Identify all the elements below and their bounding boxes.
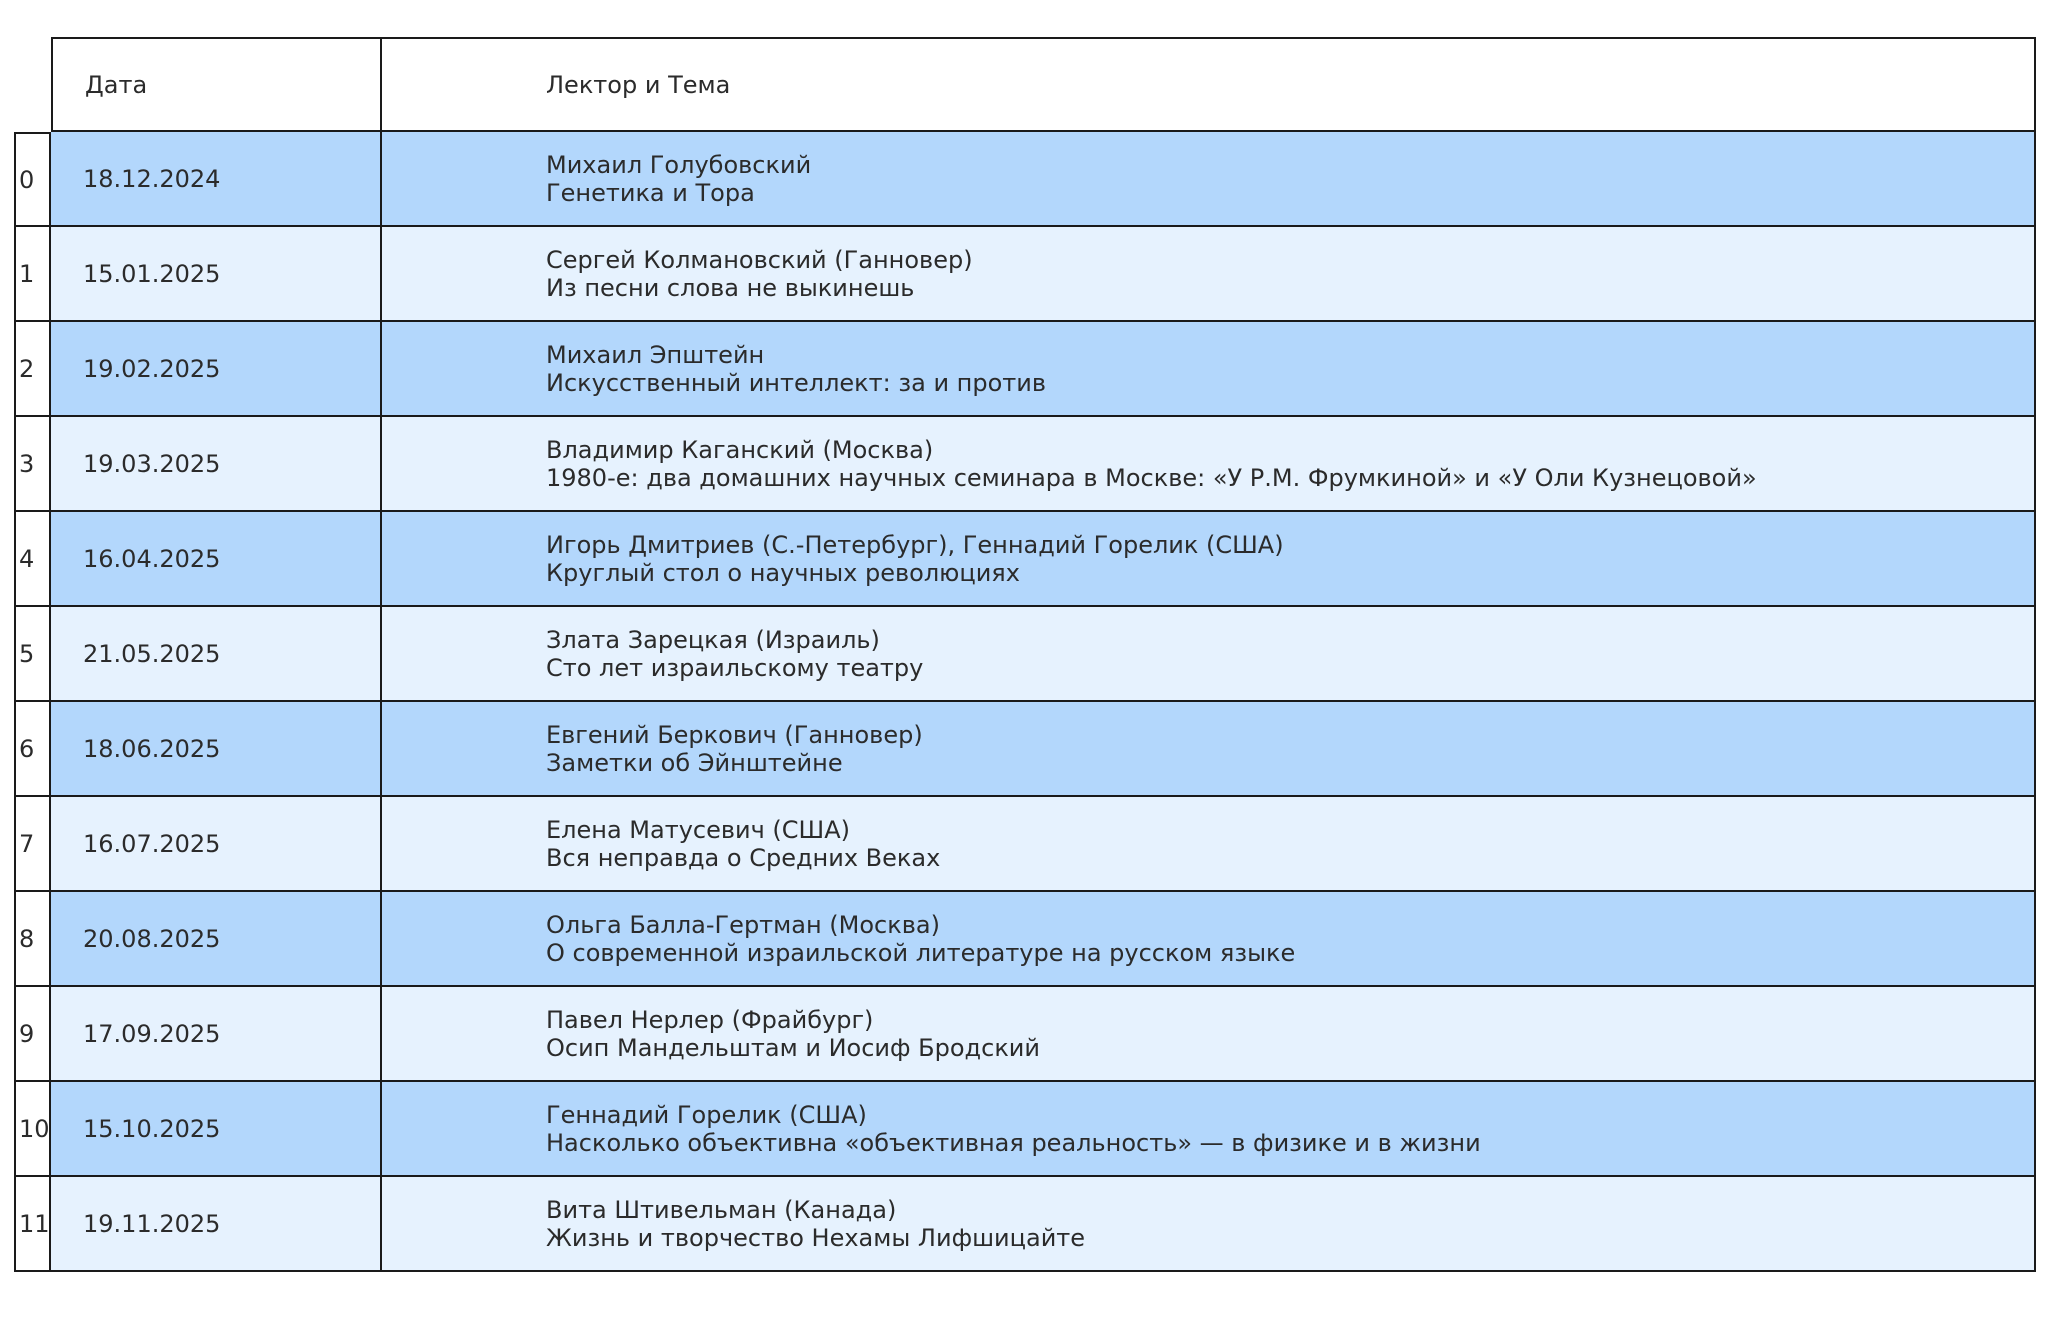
row-index: 1 [19, 259, 35, 288]
row-speaker: Михаил Голубовский [546, 150, 812, 179]
row-topic-cell [382, 702, 2036, 797]
row-index-cell [14, 417, 51, 512]
header-topic-cell [382, 37, 2036, 132]
row-title: Искусственный интеллект: за и против [546, 368, 1047, 397]
lecture-schedule-table [14, 37, 2036, 1272]
row-date-cell [51, 607, 382, 702]
table-row [14, 607, 2036, 702]
row-topic-cell [382, 797, 2036, 892]
row-date-cell [51, 797, 382, 892]
row-speaker: Сергей Колмановский (Ганновер) [546, 245, 973, 274]
row-date: 17.09.2025 [83, 1019, 221, 1048]
row-date-cell [51, 702, 382, 797]
row-title: Генетика и Тора [546, 178, 755, 207]
row-date: 16.07.2025 [83, 829, 221, 858]
row-date: 16.04.2025 [83, 544, 221, 573]
row-index: 9 [19, 1019, 35, 1048]
row-index-cell [14, 132, 51, 227]
row-topic-cell [382, 892, 2036, 987]
table-row [14, 702, 2036, 797]
header-index-cell [14, 37, 51, 132]
table-body [14, 132, 2036, 1272]
row-topic-cell [382, 132, 2036, 227]
row-title: 1980-е: два домашних научных семинара в Москве: «У Р.М. Фрумкиной» и «У Оли Кузнецовой» [546, 463, 1757, 492]
row-index: 0 [19, 165, 35, 194]
row-date: 18.12.2024 [83, 164, 221, 193]
row-index-cell [14, 322, 51, 417]
row-index-cell [14, 227, 51, 322]
row-topic-cell [382, 987, 2036, 1082]
row-index-cell [14, 892, 51, 987]
row-title: Осип Мандельштам и Иосиф Бродский [546, 1033, 1041, 1062]
row-topic-cell [382, 607, 2036, 702]
row-topic-cell [382, 417, 2036, 512]
row-date: 21.05.2025 [83, 639, 221, 668]
row-title: Заметки об Эйнштейне [546, 748, 843, 777]
row-date: 18.06.2025 [83, 734, 221, 763]
row-index: 11 [19, 1209, 50, 1238]
table-row [14, 987, 2036, 1082]
row-topic-cell [382, 1082, 2036, 1177]
row-speaker: Павел Нерлер (Фрайбург) [546, 1005, 874, 1034]
row-title: О современной израильской литературе на русском языке [546, 938, 1296, 967]
row-date: 15.01.2025 [83, 259, 221, 288]
row-date-cell [51, 892, 382, 987]
row-date-cell [51, 987, 382, 1082]
row-title: Из песни слова не выкинешь [546, 273, 915, 302]
row-title: Вся неправда о Средних Веках [546, 843, 941, 872]
row-date: 15.10.2025 [83, 1114, 221, 1143]
row-date: 19.02.2025 [83, 354, 221, 383]
row-date-cell [51, 322, 382, 417]
row-index: 8 [19, 924, 35, 953]
row-speaker: Игорь Дмитриев (С.-Петербург), Геннадий Горелик (США) [546, 530, 1284, 559]
row-date-cell [51, 132, 382, 227]
row-index-cell [14, 607, 51, 702]
row-date-cell [51, 227, 382, 322]
row-index-cell [14, 987, 51, 1082]
row-index: 3 [19, 449, 35, 478]
row-index: 5 [19, 639, 35, 668]
row-speaker: Геннадий Горелик (США) [546, 1100, 867, 1129]
table-row [14, 1177, 2036, 1272]
header-topic-label: Лектор и Тема [546, 70, 731, 99]
table-row [14, 797, 2036, 892]
row-topic-cell [382, 227, 2036, 322]
row-speaker: Елена Матусевич (США) [546, 815, 850, 844]
row-title: Жизнь и творчество Нехамы Лифшицайте [546, 1223, 1086, 1252]
header-date-cell [51, 37, 382, 132]
table-row [14, 417, 2036, 512]
row-date: 20.08.2025 [83, 924, 221, 953]
row-date-cell [51, 417, 382, 512]
table-header-row [14, 37, 2036, 132]
row-date: 19.03.2025 [83, 449, 221, 478]
table-row [14, 132, 2036, 227]
row-index: 4 [19, 544, 35, 573]
row-title: Круглый стол о научных революциях [546, 558, 1020, 587]
row-index: 2 [19, 354, 35, 383]
row-topic-cell [382, 1177, 2036, 1272]
row-date-cell [51, 1082, 382, 1177]
row-speaker: Злата Зарецкая (Израиль) [546, 625, 880, 654]
row-date-cell [51, 512, 382, 607]
row-topic-cell [382, 322, 2036, 417]
header-date-label: Дата [85, 70, 148, 99]
row-date: 19.11.2025 [83, 1209, 221, 1238]
row-title: Сто лет израильскому театру [546, 653, 924, 682]
row-index: 6 [19, 734, 35, 763]
row-speaker: Михаил Эпштейн [546, 340, 765, 369]
row-speaker: Вита Штивельман (Канада) [546, 1195, 897, 1224]
row-topic-cell [382, 512, 2036, 607]
row-index-cell [14, 1082, 51, 1177]
row-speaker: Евгений Беркович (Ганновер) [546, 720, 923, 749]
row-index-cell [14, 702, 51, 797]
table-row [14, 512, 2036, 607]
row-speaker: Ольга Балла-Гертман (Москва) [546, 910, 940, 939]
table-row [14, 227, 2036, 322]
row-index-cell [14, 512, 51, 607]
row-index-cell [14, 1177, 51, 1272]
table-row [14, 1082, 2036, 1177]
row-index: 10 [19, 1114, 50, 1143]
row-speaker: Владимир Каганский (Москва) [546, 435, 934, 464]
table-row [14, 322, 2036, 417]
row-index: 7 [19, 829, 35, 858]
row-title: Насколько объективна «объективная реальность» — в физике и в жизни [546, 1128, 1481, 1157]
row-index-cell [14, 797, 51, 892]
row-date-cell [51, 1177, 382, 1272]
table-row [14, 892, 2036, 987]
